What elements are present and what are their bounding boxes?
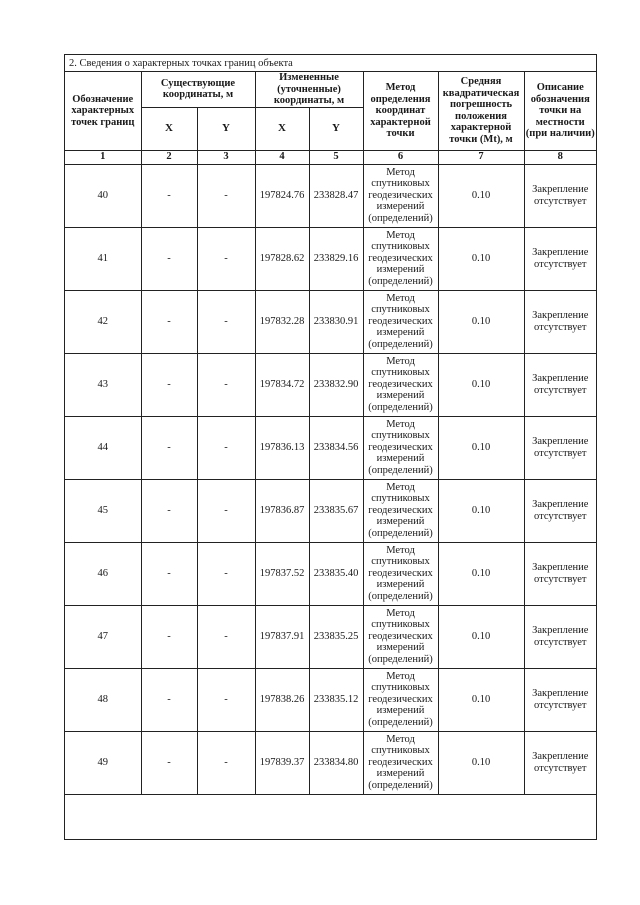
description-cell: Закрепление отсутствует [524, 353, 596, 416]
changed-x-cell: 197837.91 [255, 605, 309, 668]
column-numbers-row [65, 150, 596, 164]
method-cell: Метод спутниковых геодезических измерений (определений) [363, 479, 438, 542]
header-row [65, 72, 596, 107]
changed-x-cell: 197836.87 [255, 479, 309, 542]
changed-y-cell: 233830.91 [309, 290, 363, 353]
point-cell: 49 [65, 731, 141, 794]
changed-x-cell: 197838.26 [255, 668, 309, 731]
existing-x-cell: - [141, 227, 197, 290]
point-cell: 40 [65, 164, 141, 227]
empty-footer-cell [65, 806, 596, 840]
method-cell: Метод спутниковых геодезических измерений (определений) [363, 668, 438, 731]
description-cell: Закрепление отсутствует [524, 227, 596, 290]
header-changed-coords: Измененные (уточненные) координаты, м [255, 72, 363, 107]
description-cell: Закрепление отсутствует [524, 479, 596, 542]
table-row [65, 731, 596, 794]
header-point-designation: Обозначение характерных точек границ [65, 72, 141, 150]
existing-x-cell: - [141, 668, 197, 731]
column-number: 5 [309, 150, 363, 164]
description-cell: Закрепление отсутствует [524, 542, 596, 605]
description-cell: Закрепление отсутствует [524, 416, 596, 479]
document-frame [64, 54, 597, 840]
existing-y-cell: - [197, 668, 255, 731]
point-cell: 46 [65, 542, 141, 605]
table-row [65, 227, 596, 290]
method-cell: Метод спутниковых геодезических измерений (определений) [363, 227, 438, 290]
existing-y-cell: - [197, 164, 255, 227]
description-cell: Закрепление отсутствует [524, 605, 596, 668]
existing-y-cell: - [197, 479, 255, 542]
changed-y-cell: 233835.40 [309, 542, 363, 605]
existing-y-cell: - [197, 605, 255, 668]
changed-x-cell: 197832.28 [255, 290, 309, 353]
table-row [65, 479, 596, 542]
point-cell: 44 [65, 416, 141, 479]
method-cell: Метод спутниковых геодезических измерений (определений) [363, 542, 438, 605]
changed-y-cell: 233832.90 [309, 353, 363, 416]
column-number: 7 [438, 150, 524, 164]
changed-y-cell: 233834.56 [309, 416, 363, 479]
table-row [65, 353, 596, 416]
changed-x-cell: 197837.52 [255, 542, 309, 605]
table-row [65, 542, 596, 605]
column-number: 2 [141, 150, 197, 164]
changed-y-cell: 233835.67 [309, 479, 363, 542]
boundary-points-table [65, 72, 596, 795]
existing-x-cell: - [141, 290, 197, 353]
error-cell: 0.10 [438, 227, 524, 290]
section-title: 2. Сведения о характерных точках границ объекта [65, 55, 596, 72]
existing-x-cell: - [141, 353, 197, 416]
point-cell: 45 [65, 479, 141, 542]
header-existing-x: X [141, 107, 197, 150]
error-cell: 0.10 [438, 416, 524, 479]
existing-y-cell: - [197, 353, 255, 416]
changed-x-cell: 197824.76 [255, 164, 309, 227]
existing-y-cell: - [197, 416, 255, 479]
description-cell: Закрепление отсутствует [524, 731, 596, 794]
table-row [65, 668, 596, 731]
changed-y-cell: 233828.47 [309, 164, 363, 227]
changed-x-cell: 197836.13 [255, 416, 309, 479]
error-cell: 0.10 [438, 479, 524, 542]
header-description: Описание обозначения точки на местности (при наличии) [524, 72, 596, 150]
header-changed-y: Y [309, 107, 363, 150]
header-existing-coords: Существующие координаты, м [141, 72, 255, 107]
column-number: 8 [524, 150, 596, 164]
method-cell: Метод спутниковых геодезических измерений (определений) [363, 164, 438, 227]
header-existing-y: Y [197, 107, 255, 150]
error-cell: 0.10 [438, 542, 524, 605]
existing-y-cell: - [197, 542, 255, 605]
description-cell: Закрепление отсутствует [524, 164, 596, 227]
column-number: 1 [65, 150, 141, 164]
changed-y-cell: 233829.16 [309, 227, 363, 290]
error-cell: 0.10 [438, 164, 524, 227]
existing-x-cell: - [141, 731, 197, 794]
error-cell: 0.10 [438, 290, 524, 353]
existing-x-cell: - [141, 605, 197, 668]
table-row [65, 164, 596, 227]
method-cell: Метод спутниковых геодезических измерений (определений) [363, 731, 438, 794]
existing-y-cell: - [197, 290, 255, 353]
column-number: 6 [363, 150, 438, 164]
existing-y-cell: - [197, 731, 255, 794]
header-method: Метод определения координат характерной точки [363, 72, 438, 150]
point-cell: 43 [65, 353, 141, 416]
existing-x-cell: - [141, 164, 197, 227]
existing-y-cell: - [197, 227, 255, 290]
error-cell: 0.10 [438, 605, 524, 668]
existing-x-cell: - [141, 542, 197, 605]
method-cell: Метод спутниковых геодезических измерений (определений) [363, 290, 438, 353]
existing-x-cell: - [141, 416, 197, 479]
description-cell: Закрепление отсутствует [524, 290, 596, 353]
point-cell: 41 [65, 227, 141, 290]
point-cell: 42 [65, 290, 141, 353]
method-cell: Метод спутниковых геодезических измерений (определений) [363, 353, 438, 416]
method-cell: Метод спутниковых геодезических измерений (определений) [363, 416, 438, 479]
table-row [65, 416, 596, 479]
header-changed-x: X [255, 107, 309, 150]
table-row [65, 290, 596, 353]
changed-x-cell: 197834.72 [255, 353, 309, 416]
column-number: 4 [255, 150, 309, 164]
changed-x-cell: 197828.62 [255, 227, 309, 290]
header-error: Средняя квадратическая погрешность положения характерной точки (Mt), м [438, 72, 524, 150]
existing-x-cell: - [141, 479, 197, 542]
changed-y-cell: 233834.80 [309, 731, 363, 794]
description-cell: Закрепление отсутствует [524, 668, 596, 731]
point-cell: 47 [65, 605, 141, 668]
changed-y-cell: 233835.25 [309, 605, 363, 668]
changed-y-cell: 233835.12 [309, 668, 363, 731]
method-cell: Метод спутниковых геодезических измерений (определений) [363, 605, 438, 668]
table-row [65, 605, 596, 668]
error-cell: 0.10 [438, 668, 524, 731]
changed-x-cell: 197839.37 [255, 731, 309, 794]
error-cell: 0.10 [438, 731, 524, 794]
error-cell: 0.10 [438, 353, 524, 416]
point-cell: 48 [65, 668, 141, 731]
column-number: 3 [197, 150, 255, 164]
